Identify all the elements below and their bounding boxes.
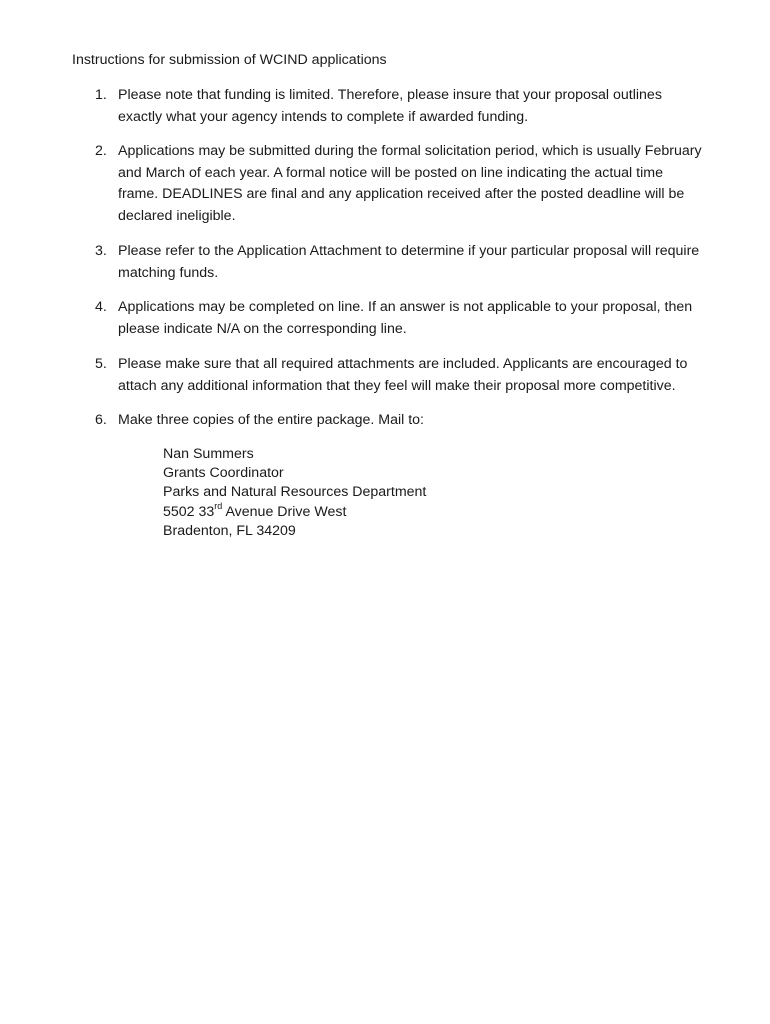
list-item (95, 241, 705, 284)
list-item (95, 410, 705, 432)
list-item-number: 3. (95, 243, 107, 259)
list-item-number: 5. (95, 356, 107, 372)
address-name: Nan Summers (163, 446, 254, 462)
list-item-text: Please note that funding is limited. Therefore, please insure that your proposal outlines exactly what your agency intends to complete if awarded funding. (118, 87, 662, 125)
list-item-text: Make three copies of the entire package. Mail to: (118, 412, 424, 428)
address-street-number: 5502 33 (163, 503, 215, 520)
address-street (163, 500, 426, 522)
address-department: Parks and Natural Resources Department (163, 484, 427, 501)
list-item-text: Please refer to the Application Attachment to determine if your particular proposal will require matching funds. (118, 243, 700, 281)
list-item-text: Applications may be completed on line. If an answer is not applicable to your proposal, then please indicate N/A on the corresponding line. (118, 299, 693, 337)
document-title: Instructions for submission of WCIND applications (72, 52, 387, 68)
mailing-address (163, 445, 426, 541)
list-item (95, 85, 705, 128)
list-item-number: 4. (95, 299, 107, 315)
address-title: Grants Coordinator (163, 465, 284, 482)
address-street-rest: Avenue Drive West (222, 503, 347, 520)
address-city-state-zip: Bradenton, FL 34209 (163, 522, 296, 539)
address-street-suffix: rd (214, 500, 223, 511)
list-item (95, 297, 705, 340)
list-item-text: Applications may be submitted during the formal solicitation period, which is usually February and March of each year. A formal notice will be posted on line indicating the actual time frame. DEADLINES are final and any application received after the posted deadline will be declared ineligible. (118, 143, 702, 224)
list-item (95, 354, 705, 397)
list-item (95, 141, 705, 227)
list-item-text: Please make sure that all required attachments are included. Applicants are encouraged to attach any additional information that they feel will make their proposal more competitive. (118, 356, 688, 394)
list-item-number: 1. (95, 87, 107, 103)
list-item-number: 2. (95, 143, 107, 159)
list-item-number: 6. (95, 412, 107, 428)
